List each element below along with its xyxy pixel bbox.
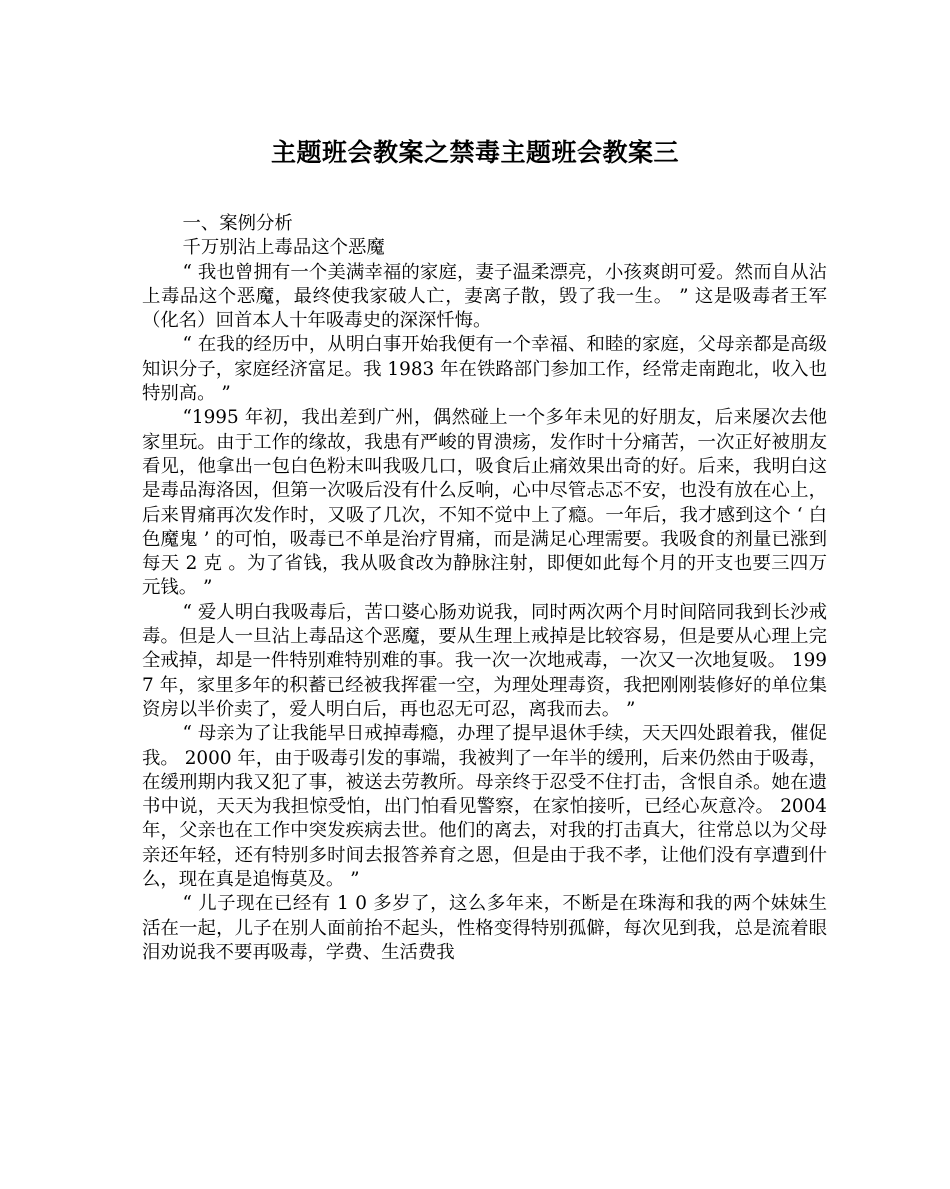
document-body: [142, 212, 827, 965]
paragraph: “ 我也曾拥有一个美满幸福的家庭，妻子温柔漂亮，小孩爽朗可爱。然而自从沾上毒品这个恶魔，最终使我家破人亡，妻离子散，毁了我一生。 ” 这是吸毒者王军（化名）回首本人十年吸毒史的深深忏悔。: [142, 261, 827, 332]
paragraph: “1995 年初，我出差到广州，偶然碰上一个多年未见的好朋友，后来屡次去他家里玩。由于工作的缘故，我患有严峻的胃溃疡，发作时十分痛苦，一次正好被朋友看见，他拿出一包白色粉末叫我吸几口，吸食后止痛效果出奇的好。后来，我明白这是毒品海洛因，但第一次吸后没有什么反响，心中尽管忐忑不安，也没有放在心上，后来胃痛再次发作时，又吸了几次，不知不觉中上了瘾。一年后，我才感到这个 ‘ 白色魔鬼 ’ 的可怕，吸毒已不单是治疗胃痛，而是满足心理需要。我吸食的剂量已涨到每天 2 克 。为了省钱，我从吸食改为静脉注射，即便如此每个月的开支也要三四万元钱。 ”: [142, 407, 827, 599]
document-title: 主题班会教案之禁毒主题班会教案三: [270, 138, 679, 167]
section-heading: 一、案例分析: [182, 213, 293, 234]
paragraph: “ 儿子现在已经有 1 0 多岁了，这么多年来，不断是在珠海和我的两个妹妹生活在一起，儿子在别人面前抬不起头，性格变得特别孤僻，每次见到我，总是流着眼泪劝说我不要再吸毒，学费、生活费我: [142, 893, 827, 963]
story-title: 千万别沾上毒品这个恶魔: [182, 237, 385, 259]
paragraph: “ 爱人明白我吸毒后，苦口婆心肠劝说我，同时两次两个月时间陪同我到长沙戒毒。但是人一旦沾上毒品这个恶魔，要从生理上戒掉是比较容易，但是要从心理上完全戒掉，却是一件特别难特别难的事。我一次一次地戒毒，一次又一次地复吸。 1997 年，家里多年的积蓄已经被我挥霍一空，为理处理毒资，我把刚刚装修好的单位集资房以半价卖了，爱人明白后，再也忍无可忍，离我而去。 ”: [142, 601, 827, 720]
paragraph: “ 母亲为了让我能早日戒掉毒瘾，办理了提早退休手续，天天四处跟着我，催促我。 2000 年，由于吸毒引发的事端，我被判了一年半的缓刑，后来仍然由于吸毒，在缓刑期内我又犯了事，被送去劳教所。母亲终于忍受不住打击，含恨自杀。她在遗书中说，天天为我担惊受怕，出门怕看见警察，在家怕接听，已经心灰意冷。 2004 年，父亲也在工作中突发疾病去世。他们的离去，对我的打击真大，往常总以为父母亲还年轻，还有特别多时间去报答养育之恩，但是由于我不孝，让他们没有享遭到什么，现在真是追悔莫及。 ”: [142, 723, 827, 891]
paragraph: “ 在我的经历中，从明白事开始我便有一个幸福、和睦的家庭，父母亲都是高级知识分子，家庭经济富足。我 1983 年在铁路部门参加工作，经常走南跑北，收入也特别高。 ”: [142, 334, 827, 405]
